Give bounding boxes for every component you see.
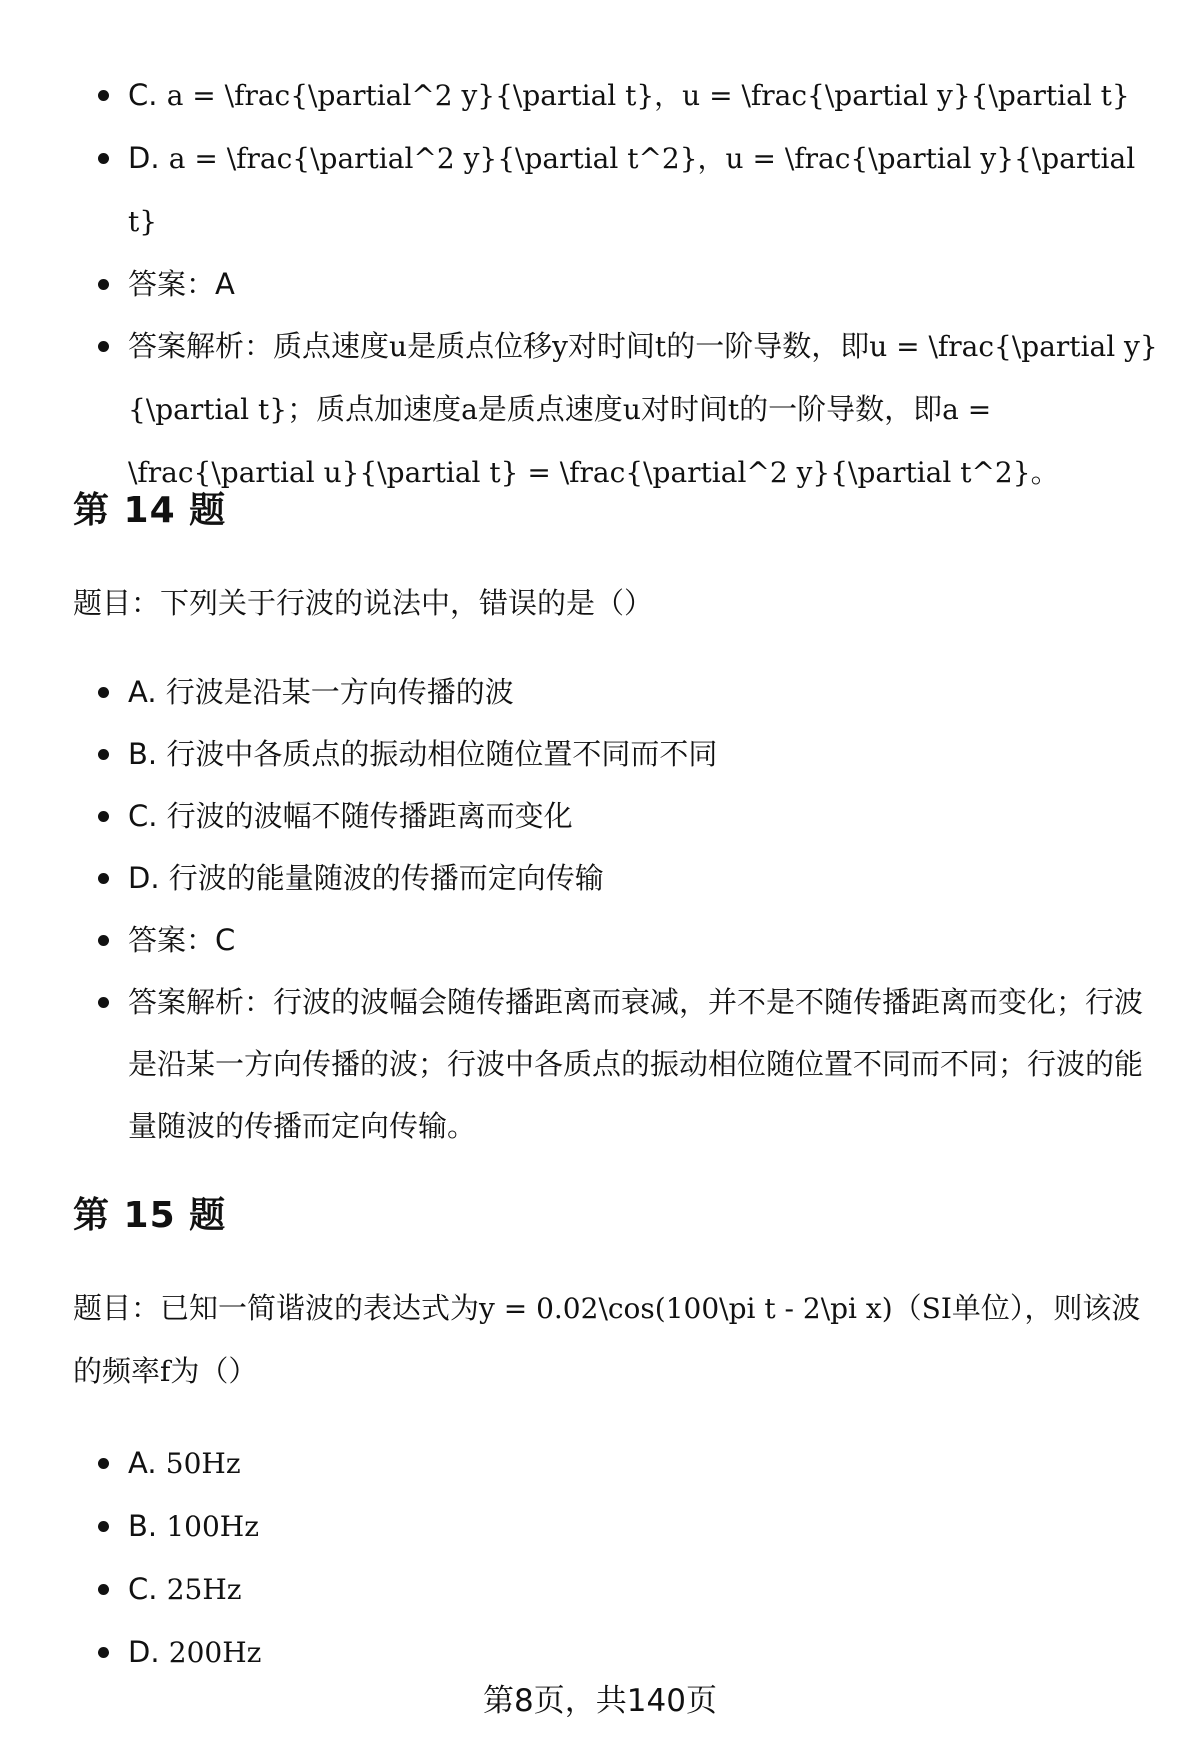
q14-title: 第 14 题 xyxy=(73,490,227,531)
expl-math: a xyxy=(461,393,478,426)
q15-stem xyxy=(73,1277,1163,1403)
expl-text: 是质点位移 xyxy=(407,329,553,363)
q15-option-b xyxy=(0,1495,1200,1558)
stem-math: y = 0.02\cos(100\pi t - 2\pi x) xyxy=(479,1292,893,1325)
option-formula: a = \frac{\partial^2 y}{\partial t}，u = \frac{\partial y}{\partial t} xyxy=(166,79,1130,112)
expl-math: u = \frac{\partial y}{\partial t} xyxy=(128,330,1158,426)
stem-text: 题目：已知一简谐波的表达式为 xyxy=(73,1291,480,1325)
q14-answer: 答案：C xyxy=(0,909,1200,971)
q15-option-a xyxy=(0,1432,1200,1495)
q14-option-a: A. 行波是沿某一方向传播的波 xyxy=(0,661,1200,723)
page-footer: 第8页，共140页 xyxy=(483,1683,717,1719)
q13-option-c xyxy=(0,64,1200,127)
expl-text: 答案解析：质点速度 xyxy=(128,329,390,363)
q14-options-list xyxy=(0,661,1200,1157)
option-letter: C. xyxy=(128,1572,167,1606)
expl-text: 。 xyxy=(1030,455,1060,489)
q14-option-b: B. 行波中各质点的振动相位随位置不同而不同 xyxy=(0,723,1200,785)
q13-option-d xyxy=(0,127,1200,253)
option-value: 50Hz xyxy=(165,1447,241,1480)
option-letter: A. xyxy=(128,1446,166,1480)
expl-math: a = \frac{\partial u}{\partial t} = \frac{\partial^2 y}{\partial t^2} xyxy=(128,393,1031,489)
option-letter: C. xyxy=(128,78,167,112)
option-letter: D. xyxy=(128,141,169,175)
q13-answer: 答案：A xyxy=(0,253,1200,315)
expl-text: 对时间 xyxy=(640,392,728,426)
expl-math: t xyxy=(654,330,667,363)
q15-options-list xyxy=(0,1432,1200,1684)
stem-math: SI xyxy=(921,1292,952,1325)
stem-text: （ xyxy=(892,1291,922,1325)
expl-text: 的一阶导数，即 xyxy=(666,329,870,363)
stem-math: f xyxy=(160,1355,171,1388)
stem-text: 单位），则该波的频率 xyxy=(73,1291,1141,1388)
option-value: 200Hz xyxy=(168,1636,262,1669)
q15-title: 第 15 题 xyxy=(73,1195,227,1236)
q14-stem: 题目：下列关于行波的说法中，错误的是（） xyxy=(73,586,654,620)
q14-option-c: C. 行波的波幅不随传播距离而变化 xyxy=(0,785,1200,847)
expl-math: t xyxy=(727,393,740,426)
q13-options-list xyxy=(0,64,1200,504)
option-value: 100Hz xyxy=(166,1510,259,1543)
stem-text: 为（） xyxy=(170,1354,258,1388)
expl-math: y xyxy=(552,330,568,363)
q14-option-d: D. 行波的能量随波的传播而定向传输 xyxy=(0,847,1200,909)
option-letter: D. xyxy=(128,1635,169,1669)
expl-text: 是质点速度 xyxy=(477,392,623,426)
expl-text: 对时间 xyxy=(567,329,655,363)
option-letter: B. xyxy=(128,1509,167,1543)
q13-explanation xyxy=(0,315,1200,504)
expl-math: u xyxy=(622,393,641,426)
option-value: 25Hz xyxy=(166,1573,242,1606)
option-formula: a = \frac{\partial^2 y}{\partial t^2}，u = \frac{\partial y}{\partial t} xyxy=(128,142,1136,238)
expl-text: ；质点加速度 xyxy=(287,392,462,426)
expl-math: u xyxy=(389,330,408,363)
expl-text: 的一阶导数，即 xyxy=(739,392,943,426)
q15-option-c xyxy=(0,1558,1200,1621)
q14-explanation: 答案解析：行波的波幅会随传播距离而衰减，并不是不随传播距离而变化；行波是沿某一方向传播的波；行波中各质点的振动相位随位置不同而不同；行波的能量随波的传播而定向传输。 xyxy=(0,971,1200,1157)
